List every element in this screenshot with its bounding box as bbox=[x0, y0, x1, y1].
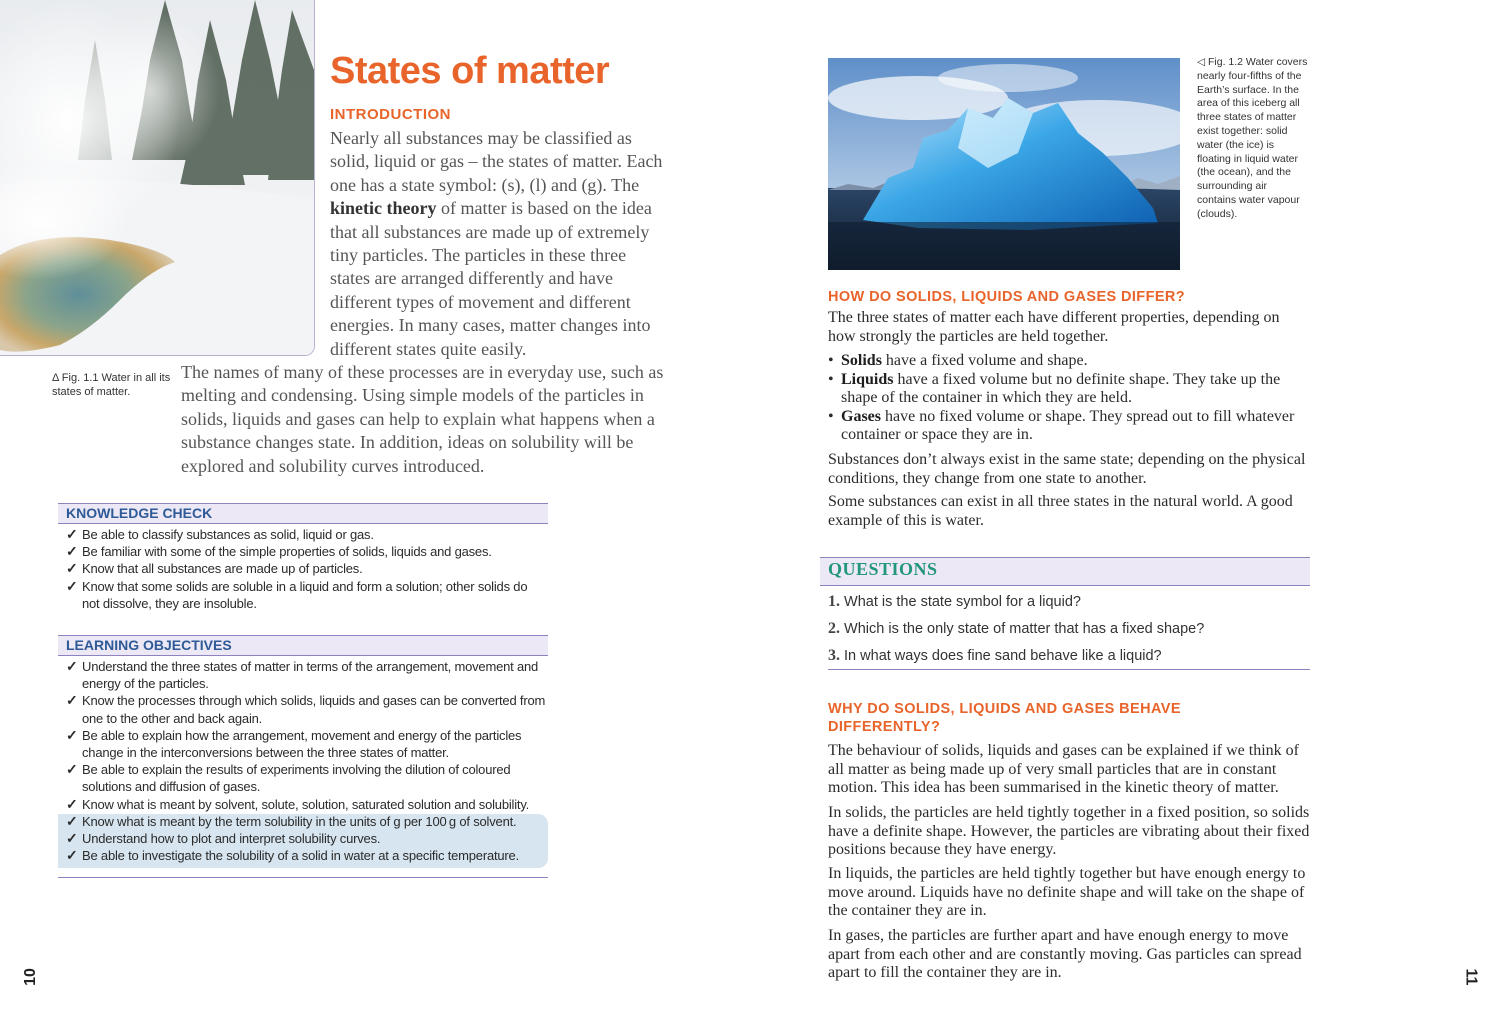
check-icon: ✓ bbox=[66, 560, 78, 577]
learning-objective-item: ✓ Know the processes through which solids, liquids and gases can be converted from one to the other and back again. bbox=[66, 692, 546, 726]
knowledge-check-item: ✓ Be able to classify substances as solid, liquid or gas. bbox=[66, 526, 374, 542]
knowledge-check-list bbox=[66, 526, 548, 612]
check-icon: ✓ bbox=[66, 847, 78, 864]
learning-objective-item: ✓ Know what is meant by the term solubility in the units of g per 100 g of solvent. bbox=[66, 812, 517, 829]
intro-text-end: of matter is based on the idea that all substances are made up of extremely tiny particles. The particles in these three states are arranged differently and have different types of movement and different energies. In many cases, matter changes into different states quite easily. bbox=[330, 198, 652, 359]
intro-text-start: Nearly all substances may be classified as solid, liquid or gas – the states of matter. Each one has a state symbol: (s), (l) and (g). The bbox=[330, 128, 663, 195]
bullet-dot-icon: • bbox=[828, 370, 834, 388]
learning-objective-item: ✓ Be able to investigate the solubility of a solid in water at a specific temperature. bbox=[66, 847, 520, 864]
questions-bottom-rule bbox=[828, 669, 1310, 670]
page-number-left: 10 bbox=[21, 968, 39, 986]
bullet-dot-icon: • bbox=[828, 407, 834, 425]
page-title: States of matter bbox=[330, 50, 610, 92]
learning-objectives-rule bbox=[58, 655, 548, 656]
learning-objectives-heading: LEARNING OBJECTIVES bbox=[66, 637, 232, 653]
knowledge-check-item: ✓ Be familiar with some of the simple properties of solids, liquids and gases. bbox=[66, 543, 492, 560]
check-icon: ✓ bbox=[66, 526, 78, 542]
bullet-dot-icon: • bbox=[828, 352, 834, 369]
fig2-caption: ◁ Fig. 1.2 Water covers nearly four-fifths of the Earth’s surface. In the area of this iceberg all three states of matter exist together: solid water (the ice) is floating in liquid water (the ocean), and the surrounding air contains water vapour (clouds). bbox=[1197, 56, 1308, 220]
check-icon: ✓ bbox=[66, 726, 78, 743]
differ-heading: HOW DO SOLIDS, LIQUIDS AND GASES DIFFER? bbox=[828, 289, 1186, 305]
behave-heading: WHY DO SOLIDS, LIQUIDS AND GASES BEHAVE DIFFERENTLY? bbox=[828, 701, 1181, 735]
fig1-hot-spring-photo bbox=[0, 0, 315, 356]
question-item: 1. What is the state symbol for a liquid? bbox=[828, 593, 1081, 610]
page-number-right: 11 bbox=[1462, 968, 1480, 986]
bullet-solids: • Solids have a fixed volume and shape. bbox=[828, 352, 1088, 369]
knowledge-check-heading: KNOWLEDGE CHECK bbox=[66, 505, 213, 521]
check-icon: ✓ bbox=[66, 658, 78, 674]
question-item: 2. Which is the only state of matter that has a fixed shape? bbox=[828, 620, 1205, 637]
knowledge-check-item: ✓ Know that some solids are soluble in a liquid and form a solution; other solids do not dissolve, they are insoluble. bbox=[66, 577, 528, 611]
questions-heading: QUESTIONS bbox=[828, 559, 938, 579]
learning-objective-item: ✓ Understand the three states of matter in terms of the arrangement, movement and energy of the particles. bbox=[66, 658, 539, 692]
introduction-heading: INTRODUCTION bbox=[330, 106, 451, 123]
check-icon: ✓ bbox=[66, 812, 78, 829]
behave-paragraph-4: In gases, the particles are further apart and have enough energy to move apart from each other and are constantly moving. Gas particles can spread apart to fill the container they are in. bbox=[828, 927, 1302, 982]
introduction-paragraph-1 bbox=[330, 127, 670, 361]
states-bullet-list bbox=[828, 352, 1310, 445]
learning-objectives-bottom-rule bbox=[58, 877, 548, 878]
question-item: 3. In what ways does fine sand behave like a liquid? bbox=[828, 647, 1162, 664]
bullet-gases: • Gases have no fixed volume or shape. They spread out to fill whatever container or space they are in. bbox=[828, 407, 1295, 444]
learning-objective-item: ✓ Be able to explain how the arrangement, movement and energy of the particles change in the interconversions between the three states of matter. bbox=[66, 726, 522, 761]
learning-objectives-list bbox=[66, 658, 548, 864]
learning-objective-item: ✓ Know what is meant by solvent, solute, solution, saturated solution and solubility. bbox=[66, 795, 530, 812]
behave-paragraph-1: The behaviour of solids, liquids and gases can be explained if we think of all matter as being made up of very small particles that are in constant motion. This idea has been summarised in the kinetic theory of matter. bbox=[828, 742, 1299, 797]
check-icon: ✓ bbox=[66, 761, 78, 778]
differ-paragraph-2: Substances don’t always exist in the same state; depending on the physical conditions, they change from one state to another. bbox=[828, 451, 1306, 487]
learning-objective-item: ✓ Understand how to plot and interpret solubility curves. bbox=[66, 830, 381, 847]
bullet-liquids: • Liquids have a fixed volume but no definite shape. They take up the shape of the container in which they are held. bbox=[828, 370, 1281, 407]
check-icon: ✓ bbox=[66, 692, 78, 709]
check-icon: ✓ bbox=[66, 795, 78, 812]
kinetic-theory-term: kinetic theory bbox=[330, 198, 437, 219]
knowledge-check-item: ✓ Know that all substances are made up of particles. bbox=[66, 560, 363, 577]
check-icon: ✓ bbox=[66, 830, 78, 847]
check-icon: ✓ bbox=[66, 543, 78, 560]
questions-list bbox=[828, 593, 1310, 674]
differ-intro-paragraph: The three states of matter each have different properties, depending on how strongly the particles are held together. bbox=[828, 309, 1280, 345]
knowledge-check-rule bbox=[58, 523, 548, 524]
behave-paragraph-2: In solids, the particles are held tightly together in a fixed position, so solids have a definite shape. However, the particles are vibrating about their fixed positions because they have energy. bbox=[828, 804, 1310, 859]
introduction-paragraph-2: The names of many of these processes are in everyday use, such as melting and condensing. Using simple models of the particles in solids, liquids and gases can help to explain what happens when a substance changes state. In addition, ideas on solubility will be explored and solubility curves introduced. bbox=[181, 362, 664, 476]
differ-paragraph-3: Some substances can exist in all three states in the natural world. A good example of this is water. bbox=[828, 493, 1293, 529]
behave-paragraph-3: In liquids, the particles are held tightly together but have enough energy to move around. Liquids have no definite shape and will take on the shape of the container they are in. bbox=[828, 865, 1306, 920]
fig2-iceberg-photo bbox=[828, 58, 1180, 270]
learning-objective-item: ✓ Be able to explain the results of experiments involving the dilution of coloured solutions and diffusion of gases. bbox=[66, 761, 511, 795]
fig1-caption: Δ Fig. 1.1 Water in all its states of matter. bbox=[52, 372, 171, 398]
check-icon: ✓ bbox=[66, 577, 78, 594]
